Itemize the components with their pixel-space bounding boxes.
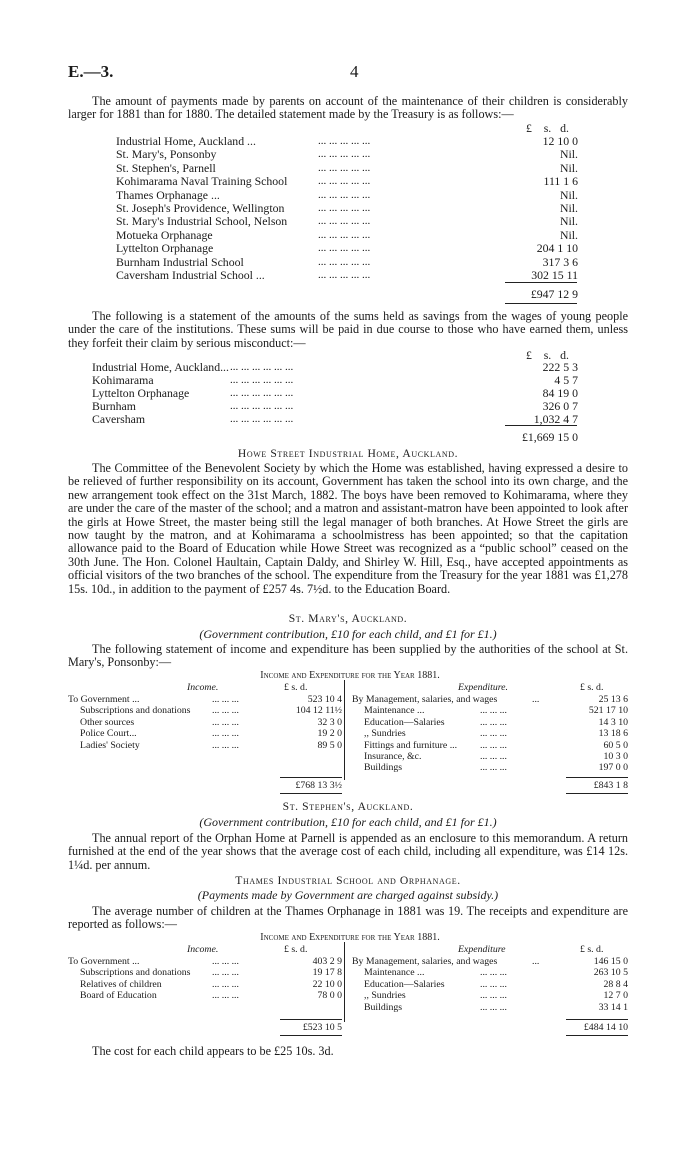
table-row-amount: 28 8 4 — [603, 978, 628, 990]
table-row-label: Other sources — [80, 716, 135, 728]
table-row-amount: 521 17 10 — [588, 705, 628, 717]
list-item-label: Lyttelton Orphanage — [92, 386, 190, 400]
st-marys-title: St. Mary's, Auckland. — [288, 612, 408, 625]
list-item-label: Lyttelton Orphanage — [116, 241, 214, 256]
column-divider — [344, 942, 345, 1022]
document-code: E.—3. — [68, 62, 114, 81]
rule — [566, 793, 628, 794]
leader-dots: ... ... ... — [212, 990, 239, 1002]
table-row-label: Subscriptions and donations — [80, 705, 191, 717]
list-item-label: Industrial Home, Auckland... — [92, 360, 229, 374]
table-row-amount: 13 18 6 — [598, 728, 628, 740]
income-heading: Income. — [187, 682, 219, 693]
table-row-label: Buildings — [364, 1001, 403, 1013]
st-stephens-para: The annual report of the Orphan Home at Parnell is appended as an enclosure to this memorandum. A return furnished at the end of the year shows that the average cost of each child, including all expenditure, was £14 12s. 1¼d. per annum. — [68, 831, 628, 872]
list-item-label: Caversham — [92, 412, 146, 426]
parents-total: £947 12 9 — [530, 287, 578, 301]
table-row-label: Police Court... — [80, 728, 137, 740]
leader-dots: ... ... ... — [480, 751, 507, 762]
table-row-amount: 19 2 0 — [317, 728, 342, 740]
list-item-amount: 4 5 7 — [554, 373, 578, 387]
table-row-amount: 60 5 0 — [603, 739, 628, 751]
table-row-amount: 12 7 0 — [603, 990, 628, 1002]
leader-dots: ... ... ... ... ... — [318, 269, 371, 281]
list-item-label: Kohimarama — [92, 373, 154, 387]
expenditure-heading: Expenditure. — [458, 682, 508, 693]
lsd-heading: £ s. d. — [580, 682, 604, 693]
rule — [280, 1019, 342, 1020]
leader-dots: ... ... ... ... ... — [318, 228, 371, 241]
leader-dots: ... ... ... — [212, 739, 239, 751]
leader-dots: ... ... ... ... ... — [318, 188, 371, 201]
leader-dots: ... ... ... — [480, 967, 507, 979]
leader-dots: ... ... ... — [212, 694, 239, 705]
list-item-amount: Nil. — [559, 214, 578, 229]
list-item-amount: Nil. — [559, 160, 578, 175]
leader-dots: ... ... ... — [212, 716, 239, 728]
table-row-label: Maintenance ... — [364, 967, 425, 979]
list-item-amount: 12 10 0 — [542, 134, 578, 148]
leader-dots: ... ... ... ... ... — [318, 161, 371, 174]
table-row-amount: 10 3 0 — [603, 751, 628, 762]
st-marys-subtitle: (Government contribution, £10 for each child, and £1 for £1.) — [199, 627, 497, 641]
table-row-amount: 89 5 0 — [317, 739, 342, 751]
rule — [280, 793, 342, 794]
thames-table-title: Income and Expenditure for the Year 1881. — [260, 932, 440, 943]
list-item-label: St. Joseph's Providence, Wellington — [116, 201, 285, 215]
list-item-amount: 204 1 10 — [536, 241, 578, 256]
table-row-amount: 22 10 0 — [312, 978, 342, 990]
table-row-amount: 32 3 0 — [317, 716, 342, 728]
rule — [566, 1019, 628, 1020]
table-row-label: ,, Sundries — [364, 728, 406, 740]
table-row-label: By Management, salaries, and wages — [352, 956, 498, 967]
rule — [505, 282, 577, 283]
table-row-label: Buildings — [364, 762, 403, 774]
list-item-label: Thames Orphanage ... — [116, 187, 220, 202]
table-row-amount: 25 13 6 — [598, 694, 628, 705]
rule — [505, 303, 577, 304]
table-row-amount: 14 3 10 — [598, 716, 628, 728]
leader-dots: ... ... ... — [480, 728, 507, 740]
leader-dots: ... ... ... ... ... ... — [230, 400, 294, 412]
howe-street-title: Howe Street Industrial Home, Auckland. — [237, 447, 459, 460]
expenditure-heading: Expenditure — [458, 944, 506, 955]
table-row-label: Relatives of children — [80, 978, 162, 990]
rule — [566, 1035, 628, 1036]
list-item-amount: Nil. — [559, 147, 578, 162]
table-row-amount: 104 12 11½ — [295, 705, 342, 717]
rule — [280, 777, 342, 778]
thames-para: The average number of children at the Thames Orphanage in 1881 was 19. The receipts and expenditure are reported as follows:— — [68, 904, 628, 932]
list-item-label: Burnham — [92, 399, 136, 413]
table-row-label: Ladies' Society — [80, 739, 140, 751]
table-row-label: Maintenance ... — [364, 705, 425, 717]
leader-dots: ... ... ... ... ... — [318, 135, 371, 147]
list-item-amount: Nil. — [559, 201, 578, 215]
rule — [280, 1035, 342, 1036]
savings-intro: The following is a statement of the amounts of the sums held as savings from the wages of young people under the care of the institutions. These sums will be paid in due course to those who have earned them, unless they forfeit their claim by serious misconduct:— — [68, 309, 628, 350]
leader-dots: ... ... ... — [480, 716, 507, 728]
table-row-label: Education—Salaries — [364, 978, 445, 990]
parents-lsd-heading: £ s. d. — [526, 121, 569, 135]
table-row-label: To Government ... — [68, 694, 140, 705]
leader-dots: ... ... ... — [212, 728, 239, 740]
list-item-amount: 1,032 4 7 — [533, 412, 578, 426]
howe-street-para: The Committee of the Benevolent Society by which the Home was established, having expressed a desire to be relieved of further responsibility on its account, Government has taken the school into its own charge, and the new arrangement took effect on the 31st March, 1882. The boys have been removed to Kohimarama, where they are under the care of the master of the school; and a matron and assistant-matron have been appointed to look after the girls at Howe Street, the master being still the legal manager of both branches. At Howe Street the girls are now taught by the matron, and at Kohimarama a schoolmistress has been appointed; so that the capitation allowance paid to the Board of Education while Howe Street was recognized as a “public school” ceased on the 30th June. The Hon. Colonel Haultain, Captain Daldy, and Shirley W. Hill, Esq., have accepted appointments as official visitors of the two branches of the school. The expenditure from the Treasury for the year 1881 was £1,278 15s. 10d., in addition to the payment of £257 4s. 7½d. to the Education Board. — [68, 461, 628, 596]
table-row-amount: 403 2 9 — [312, 956, 342, 967]
table-row-label: Board of Education — [80, 990, 157, 1002]
leader-dots: ... ... ... — [480, 1001, 507, 1013]
list-item-amount: Nil. — [559, 227, 578, 242]
rule — [566, 777, 628, 778]
leader-dots: ... ... ... — [212, 956, 239, 967]
list-item-label: Burnham Industrial School — [116, 254, 244, 269]
income-total: £523 10 5 — [302, 1022, 342, 1033]
list-item-label: Caversham Industrial School ... — [116, 268, 265, 282]
lsd-heading: £ s. d. — [284, 944, 308, 955]
leader-dots: ... ... ... ... ... — [318, 215, 371, 228]
list-item-amount: 111 1 6 — [543, 174, 578, 189]
list-item-label: Industrial Home, Auckland ... — [116, 134, 256, 148]
table-row-amount: 523 10 4 — [307, 694, 342, 705]
list-item-amount: 302 15 11 — [531, 268, 578, 282]
page-number: 4 — [350, 62, 359, 81]
leader-dots: ... ... ... — [480, 705, 507, 717]
expenditure-total: £484 14 10 — [583, 1022, 628, 1033]
leader-dots: ... ... ... — [480, 739, 507, 751]
table-row-label: Fittings and furniture ... — [364, 739, 458, 751]
leader-dots: ... ... ... ... ... — [318, 148, 371, 161]
leader-dots: ... ... ... ... ... ... — [230, 413, 294, 425]
table-row-label: To Government ... — [68, 956, 140, 967]
thames-closing: The cost for each child appears to be £25 10s. 3d. — [92, 1044, 334, 1058]
leader-dots: ... ... ... ... ... ... — [230, 361, 294, 373]
leader-dots: ... — [532, 956, 540, 967]
leader-dots: ... ... ... ... ... — [318, 175, 371, 188]
parents-intro: The amount of payments made by parents on account of the maintenance of their children is considerably larger for 1881 than for 1880. The detailed statement made by the Treasury is as follows:— — [68, 94, 628, 122]
leader-dots: ... ... ... ... ... ... — [230, 374, 294, 386]
leader-dots: ... ... ... — [212, 978, 239, 990]
income-heading: Income. — [187, 944, 219, 955]
thames-subtitle: (Payments made by Government are charged against subsidy.) — [197, 888, 499, 902]
thames-title: Thames Industrial School and Orphanage. — [235, 874, 461, 887]
savings-total: £1,669 15 0 — [521, 430, 578, 444]
leader-dots: ... ... ... — [480, 978, 507, 990]
table-row-amount: 33 14 1 — [598, 1001, 628, 1013]
table-row-label: Education—Salaries — [364, 716, 445, 728]
leader-dots: ... ... ... — [480, 990, 507, 1002]
list-item-amount: 84 19 0 — [542, 386, 578, 400]
list-item-amount: 222 5 3 — [542, 360, 578, 374]
leader-dots: ... ... ... ... ... — [318, 202, 371, 214]
table-row-label: By Management, salaries, and wages — [352, 694, 498, 705]
st-marys-table-title: Income and Expenditure for the Year 1881. — [260, 670, 440, 681]
list-item-amount: 326 0 7 — [542, 399, 578, 413]
expenditure-total: £843 1 8 — [593, 780, 628, 791]
lsd-heading: £ s. d. — [284, 682, 308, 693]
page-header — [68, 62, 628, 82]
leader-dots: ... ... ... — [212, 705, 239, 717]
st-stephens-subtitle: (Government contribution, £10 for each child, and £1 for £1.) — [199, 815, 497, 829]
table-row-label: ,, Sundries — [364, 990, 406, 1002]
table-row-label: Insurance, &c. — [364, 751, 422, 762]
leader-dots: ... — [532, 694, 540, 705]
table-row-amount: 19 17 8 — [312, 967, 342, 979]
table-row-amount: 263 10 5 — [593, 967, 628, 979]
leader-dots: ... ... ... ... ... — [318, 242, 371, 255]
column-divider — [344, 680, 345, 780]
list-item-label: Motueka Orphanage — [116, 227, 213, 242]
leader-dots: ... ... ... ... ... — [318, 255, 371, 268]
table-row-amount: 78 0 0 — [317, 990, 342, 1002]
list-item-label: St. Mary's, Ponsonby — [116, 147, 217, 162]
income-total: £768 13 3½ — [295, 780, 342, 791]
list-item-amount: 317 3 6 — [542, 254, 578, 269]
savings-lsd-heading: £ s. d. — [526, 348, 569, 362]
lsd-heading: £ s. d. — [580, 944, 604, 955]
st-marys-para: The following statement of income and expenditure has been supplied by the authorities of the school at St. Mary's, Ponsonby:— — [68, 642, 628, 670]
st-stephens-title: St. Stephen's, Auckland. — [282, 800, 414, 813]
table-row-amount: 146 15 0 — [593, 956, 628, 967]
rule — [505, 425, 577, 426]
list-item-label: St. Stephen's, Parnell — [116, 160, 216, 175]
list-item-label: Kohimarama Naval Training School — [116, 174, 288, 189]
table-row-amount: 197 0 0 — [598, 762, 628, 774]
leader-dots: ... ... ... ... ... ... — [230, 387, 294, 399]
list-item-amount: Nil. — [559, 187, 578, 202]
list-item-label: St. Mary's Industrial School, Nelson — [116, 214, 288, 229]
table-row-label: Subscriptions and donations — [80, 967, 191, 979]
leader-dots: ... ... ... — [212, 967, 239, 979]
leader-dots: ... ... ... — [480, 762, 507, 774]
